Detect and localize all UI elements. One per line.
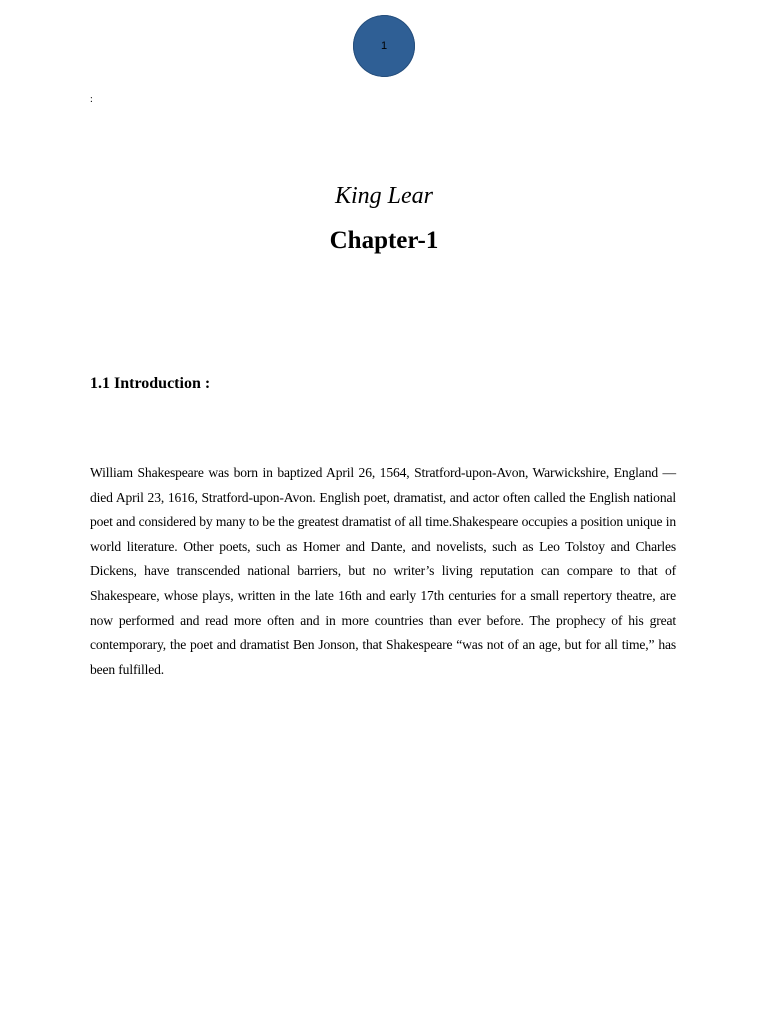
page-number: 1 <box>380 40 388 52</box>
document-title: King Lear <box>334 183 433 209</box>
stray-mark: : <box>90 94 93 105</box>
page-number-badge <box>353 15 415 77</box>
introduction-paragraph: William Shakespeare was born in baptized April 26, 1564, Stratford-upon-Avon, Warwickshire, England —died April 23, 1616, Stratford-upon-Avon. English poet, dramatist, and actor often called the English national poet and considered by many to be the greatest dramatist of all time.Shakespeare occupies a position unique in world literature. Other poets, such as Homer and Dante, and novelists, such as Leo Tolstoy and Charles Dickens, have transcended national barriers, but no writer’s living reputation can compare to that of Shakespeare, whose plays, written in the late 16th and early 17th centuries for a small repertory theatre, are now performed and read more often and in more countries than ever before. The prophecy of his great contemporary, the poet and dramatist Ben Jonson, that Shakespeare “was not of an age, but for all time,” has been fulfilled. <box>90 465 676 677</box>
chapter-heading: Chapter-1 <box>329 227 439 254</box>
section-heading: 1.1 Introduction : <box>90 375 211 392</box>
